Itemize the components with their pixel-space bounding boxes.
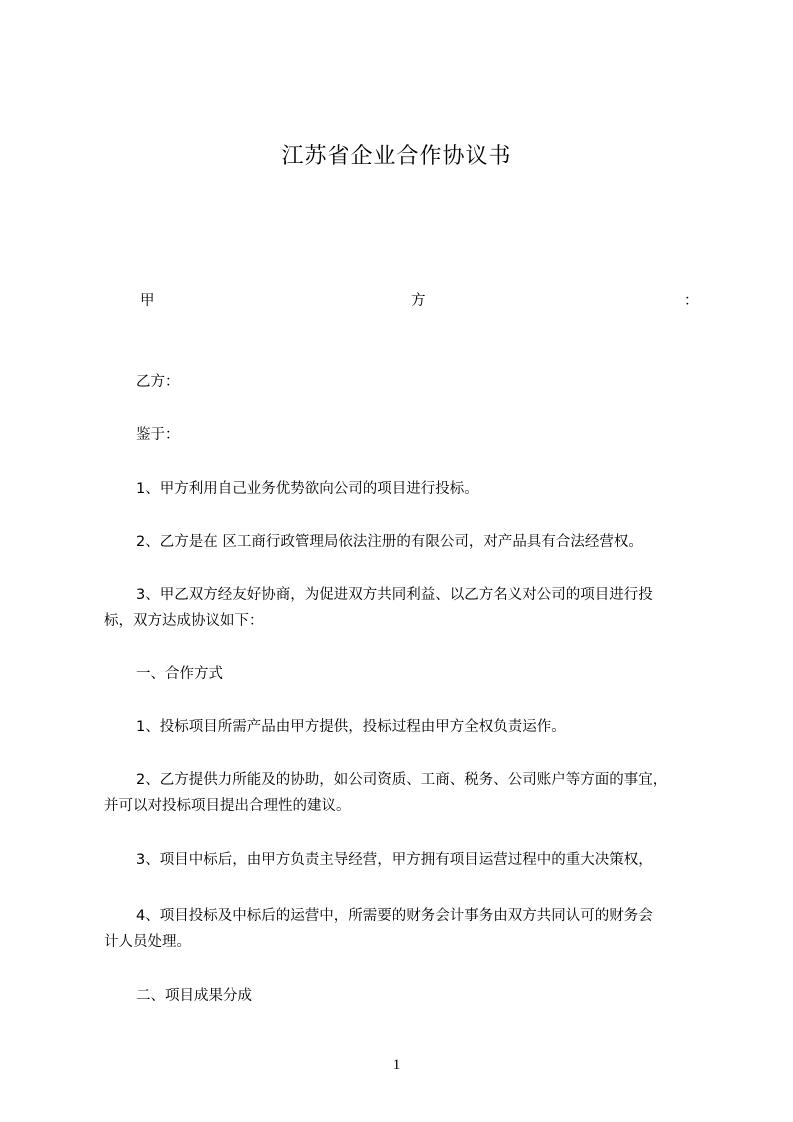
clause-1-3: 3、项目中标后，由甲方负责主导经营，甲方拥有项目运营过程中的重大决策权， (136, 852, 653, 868)
recital-3-line-2: 标，双方达成协议如下： (104, 613, 264, 629)
party-a-label-colon: ： (684, 293, 699, 309)
party-a-label-char1: 甲 (140, 293, 155, 309)
party-b-label: 乙方： (136, 374, 180, 390)
party-a-label-char2: 方 (411, 293, 426, 309)
section-2-heading: 二、项目成果分成 (136, 988, 252, 1004)
recital-2: 2、乙方是在 区工商行政管理局依法注册的有限公司，对产品具有合法经营权。 (136, 534, 643, 550)
whereas-label: 鉴于： (136, 427, 180, 443)
page-number: 1 (392, 1057, 401, 1073)
clause-1-1: 1、投标项目所需产品由甲方提供，投标过程由甲方全权负责运作。 (136, 719, 566, 735)
clause-1-2-line-1: 2、乙方提供力所能及的协助，如公司资质、工商、税务、公司账户等方面的事宜， (136, 772, 668, 788)
clause-1-4-line-2: 计人员处理。 (104, 934, 191, 950)
recital-1: 1、甲方利用自己业务优势欲向公司的项目进行投标。 (136, 481, 479, 497)
document-title: 江苏省企业合作协议书 (281, 144, 512, 169)
clause-1-2-line-2: 并可以对投标项目提出合理性的建议。 (104, 798, 351, 814)
recital-3-line-1: 3、甲乙双方经友好协商，为促进双方共同利益、以乙方名义对公司的项目进行投 (136, 587, 653, 603)
clause-1-4-line-1: 4、项目投标及中标后的运营中，所需要的财务会计事务由双方共同认可的财务会 (136, 908, 653, 924)
section-1-heading: 一、合作方式 (136, 666, 223, 682)
